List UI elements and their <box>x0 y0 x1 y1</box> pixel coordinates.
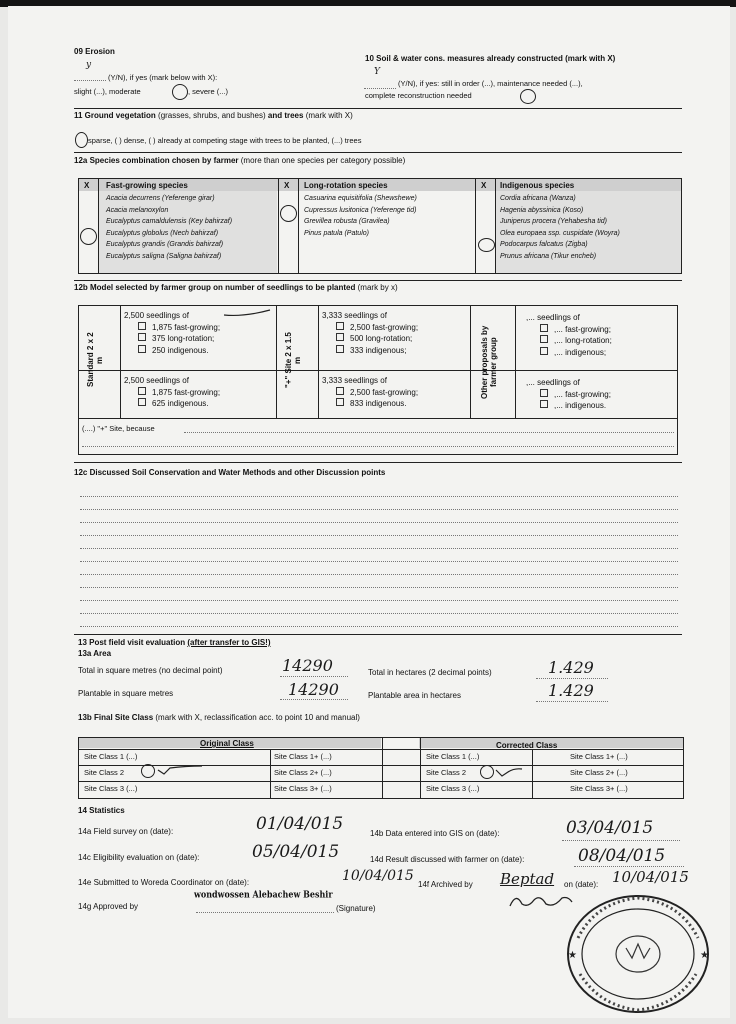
total-ha-label: Total in hectares (2 decimal points) <box>368 668 492 677</box>
section-14-title: 14 Statistics <box>78 806 125 815</box>
indigenous-species-item: Olea europaea ssp. cuspidate (Woyra) <box>500 229 620 237</box>
checkbox[interactable] <box>138 398 146 406</box>
checkbox[interactable] <box>138 387 146 395</box>
indigenous-list <box>500 193 620 262</box>
discussion-line[interactable] <box>80 587 678 588</box>
fast-growing-species-item: Eucalyptus camaldulensis (Key bahirzaf) <box>106 218 233 225</box>
col-long-rotation: Long-rotation species <box>304 181 388 190</box>
seedling-total: 2,500 seedlings of <box>124 311 189 320</box>
col-indigenous: Indigenous species <box>500 181 575 190</box>
discussion-line[interactable] <box>80 626 678 627</box>
indigenous-species-item: Prunus africana (Tikur encheb) <box>500 252 597 260</box>
long-rotation-species-item: Grevillea robusta (Gravilea) <box>304 218 390 225</box>
checkbox[interactable] <box>540 324 548 332</box>
discussion-line[interactable] <box>80 548 678 549</box>
original-class-header: Original Class <box>200 739 254 748</box>
swc-yn-value: Y <box>374 67 380 77</box>
archived-label: 14f Archived by <box>418 880 473 889</box>
section-12b-title: 12b Model selected by farmer group on number of seedlings to be planted (mark by x) <box>74 283 398 292</box>
corrected-class-row: Site Class 3 (...) <box>426 784 480 793</box>
woreda-submit-label: 14e Submitted to Woreda Coordinator on (date): <box>78 878 250 887</box>
erosion-line1: (Y/N), if yes (mark below with X): <box>108 73 218 82</box>
seedling-component: 375 long-rotation; <box>124 333 220 345</box>
discussion-line[interactable] <box>80 509 678 510</box>
total-m2-value: 14290 <box>282 656 333 675</box>
section-10-title: 10 Soil & water cons. measures already constructed (mark with X) <box>365 54 616 63</box>
olea-circle-mark <box>478 238 495 252</box>
woreda-submit-date: 10/04/015 <box>342 868 414 884</box>
official-round-stamp <box>556 888 716 1016</box>
erosion-line2a: slight (...), moderate <box>74 87 141 96</box>
col-fast-growing: Fast-growing species <box>106 181 188 190</box>
svg-text:★: ★ <box>568 950 577 961</box>
reconstruction-circle-mark <box>520 89 536 104</box>
plantable-m2-value: 14290 <box>288 680 339 699</box>
cupressus-circle-mark <box>280 205 297 222</box>
seedling-component: 333 indigenous; <box>322 345 418 357</box>
plantable-ha-label: Plantable area in hectares <box>368 691 461 700</box>
checkbox[interactable] <box>138 333 146 341</box>
fast-growing-species-item: Acacia decurrens (Yeferenge girar) <box>106 195 215 202</box>
plus-site-because: (....) "+" Site, because <box>82 424 155 433</box>
original-class-row: Site Class 2 <box>84 768 125 777</box>
other-proposals-label: Other proposals by farmer group <box>480 325 498 399</box>
archived-date: 10/04/015 <box>612 868 689 886</box>
plantable-ha-value: 1.429 <box>548 681 594 700</box>
site-class-row-divider <box>78 781 684 782</box>
gis-entry-label: 14b Data entered into GIS on (date): <box>370 829 500 838</box>
signature-label: (Signature) <box>336 904 376 913</box>
checkbox[interactable] <box>540 335 548 343</box>
section-13b-title: 13b Final Site Class (mark with X, reclassification acc. to point 10 and manual) <box>78 713 360 722</box>
result-discussed-date: 08/04/015 <box>578 846 666 866</box>
other-option-1 <box>526 312 612 358</box>
approved-by-label: 14g Approved by <box>78 902 139 911</box>
archived-on-label: on (date): <box>564 880 599 889</box>
discussion-line[interactable] <box>80 561 678 562</box>
erosion-line2b: , severe (...) <box>188 87 229 96</box>
seedling-component: ,... long-rotation; <box>526 335 612 347</box>
sparse-circle-mark <box>75 132 88 148</box>
discussion-line[interactable] <box>80 574 678 575</box>
seedling-total: 3,333 seedlings of <box>322 376 387 385</box>
checkbox[interactable] <box>138 322 146 330</box>
original-class-plus-row: Site Class 1+ (...) <box>274 752 332 761</box>
field-survey-label: 14a Field survey on (date): <box>78 827 174 836</box>
corrected-class-plus-row: Site Class 2+ (...) <box>570 768 628 777</box>
indigenous-species-item: Cordia africana (Wanza) <box>500 195 576 202</box>
gis-entry-date: 03/04/015 <box>566 818 654 838</box>
result-discussed-label: 14d Result discussed with farmer on (date): <box>370 855 525 864</box>
fast-growing-list <box>106 193 232 262</box>
seedling-component: 2,500 fast-growing; <box>322 322 418 334</box>
seedling-component: 250 indigenous. <box>124 345 220 357</box>
erosion-yn-value: y <box>86 60 92 70</box>
checkbox[interactable] <box>336 333 344 341</box>
long-rotation-species-item: Pinus patula (Patulo) <box>304 229 369 237</box>
standard-option-2 <box>124 375 220 410</box>
other-option-2 <box>526 377 611 412</box>
field-survey-date: 01/04/015 <box>256 814 344 834</box>
original-class2-circle <box>141 764 155 778</box>
standard-label: Standard 2 x 2 m <box>86 332 104 388</box>
plus-option-1 <box>322 310 418 356</box>
eligibility-label: 14c Eligibility evaluation on (date): <box>78 853 200 862</box>
checkbox[interactable] <box>336 398 344 406</box>
original-class2-stroke <box>156 762 204 776</box>
discussion-line[interactable] <box>80 522 678 523</box>
original-class-row: Site Class 1 (...) <box>84 752 138 761</box>
seedling-total: 2,500 seedlings of <box>124 376 189 385</box>
fast-growing-species-item: Acacia melanoxylon <box>106 206 169 214</box>
checkbox[interactable] <box>336 387 344 395</box>
corrected-class-plus-row: Site Class 1+ (...) <box>570 752 628 761</box>
section-09-title: 09 Erosion <box>74 47 115 56</box>
discussion-line[interactable] <box>80 535 678 536</box>
seedling-component: 1,875 fast-growing; <box>124 387 220 399</box>
fast-growing-species-item: Eucalyptus globolus (Nech bahirzaf) <box>106 229 219 237</box>
seedling-component: ,... fast-growing; <box>526 324 612 336</box>
long-rotation-species-item: Casuarina equisitifolia (Shewshewe) <box>304 195 417 202</box>
archived-by-value: Beptad <box>500 870 555 888</box>
original-class-row: Site Class 3 (...) <box>84 784 138 793</box>
discussion-line[interactable] <box>80 600 678 601</box>
seedling-component: ,... fast-growing; <box>526 389 611 401</box>
indigenous-species-item: Podocarpus falcatus (Zigba) <box>500 241 588 248</box>
eucalyptus-circle-mark <box>80 228 97 245</box>
plus-site-label: "+" Site 2 x 1.5 m <box>284 332 302 388</box>
total-ha-value: 1.429 <box>548 658 594 677</box>
seedling-component: 500 long-rotation; <box>322 333 418 345</box>
seedling-component: 625 indigenous. <box>124 398 220 410</box>
moderate-circle-mark <box>172 84 188 100</box>
standard-check-stroke <box>222 307 274 319</box>
checkbox[interactable] <box>540 400 548 408</box>
indigenous-species-item: Juniperus procera (Yehabesha tid) <box>500 218 608 225</box>
total-m2-label: Total in square metres (no decimal point) <box>78 666 223 675</box>
checkbox[interactable] <box>138 345 146 353</box>
corrected-class2-stroke <box>494 764 524 778</box>
corrected-class-row: Site Class 1 (...) <box>426 752 480 761</box>
plus-option-2 <box>322 375 418 410</box>
section-11-title: 11 Ground vegetation (grasses, shrubs, and bushes) and trees (mark with X) <box>74 111 353 120</box>
col-x-2: X <box>284 181 290 190</box>
corrected-class-plus-row: Site Class 3+ (...) <box>570 784 628 793</box>
discussion-line[interactable] <box>80 613 678 614</box>
corrected-class-row: Site Class 2 <box>426 768 467 777</box>
col-x-1: X <box>84 181 90 190</box>
seedling-total: 3,333 seedlings of <box>322 311 387 320</box>
standard-option-1 <box>124 310 220 356</box>
checkbox[interactable] <box>540 347 548 355</box>
seedling-component: ,... indigenous. <box>526 400 611 412</box>
section-13a-title: 13a Area <box>78 649 112 658</box>
col-x-3: X <box>481 181 487 190</box>
seedling-component: 833 indigenous. <box>322 398 418 410</box>
seedling-component: 2,500 fast-growing; <box>322 387 418 399</box>
plantable-m2-label: Plantable in square metres <box>78 689 174 698</box>
fast-growing-species-item: Eucalyptus grandis (Grandis bahirzaf) <box>106 241 224 248</box>
approver-stamp-name: wondwossen Alebachew Beshir <box>194 888 333 900</box>
corrected-class2-circle <box>480 765 494 779</box>
section-12a-title: 12a Species combination chosen by farmer (more than one species per category possible) <box>74 156 406 165</box>
seedling-total: ,... seedlings of <box>526 313 580 322</box>
fast-growing-species-item: Eucalyptus saligna (Saligna bahirzaf) <box>106 252 222 260</box>
seedling-component: 1,875 fast-growing; <box>124 322 220 334</box>
long-rotation-species-item: Cupressus lusitonica (Yeferenge tid) <box>304 206 417 214</box>
discussion-line[interactable] <box>80 496 678 497</box>
checkbox[interactable] <box>540 389 548 397</box>
svg-text:★: ★ <box>700 950 709 961</box>
section-12c-title: 12c Discussed Soil Conservation and Water Methods and other Discussion points <box>74 468 386 477</box>
original-class-plus-row: Site Class 2+ (...) <box>274 768 332 777</box>
long-rotation-list <box>304 193 417 239</box>
seedling-total: ,... seedlings of <box>526 378 580 387</box>
original-class-plus-row: Site Class 3+ (...) <box>274 784 332 793</box>
section-13-title: 13 Post field visit evaluation (after transfer to GIS!) <box>78 638 271 647</box>
seedling-component: ,... indigenous; <box>526 347 612 359</box>
swc-line2: complete reconstruction needed <box>365 91 472 100</box>
eligibility-date: 05/04/015 <box>252 842 340 862</box>
swc-line1: (Y/N), if yes: still in order (...), maintenance needed (...), <box>398 79 583 88</box>
checkbox[interactable] <box>336 345 344 353</box>
vegetation-line: sparse, ( ) dense, ( ) already at competing stage with trees to be planted, (...) trees <box>88 136 362 145</box>
checkbox[interactable] <box>336 322 344 330</box>
indigenous-species-item: Hagenia abyssinica (Koso) <box>500 206 584 214</box>
corrected-class-header: Corrected Class <box>496 741 558 750</box>
